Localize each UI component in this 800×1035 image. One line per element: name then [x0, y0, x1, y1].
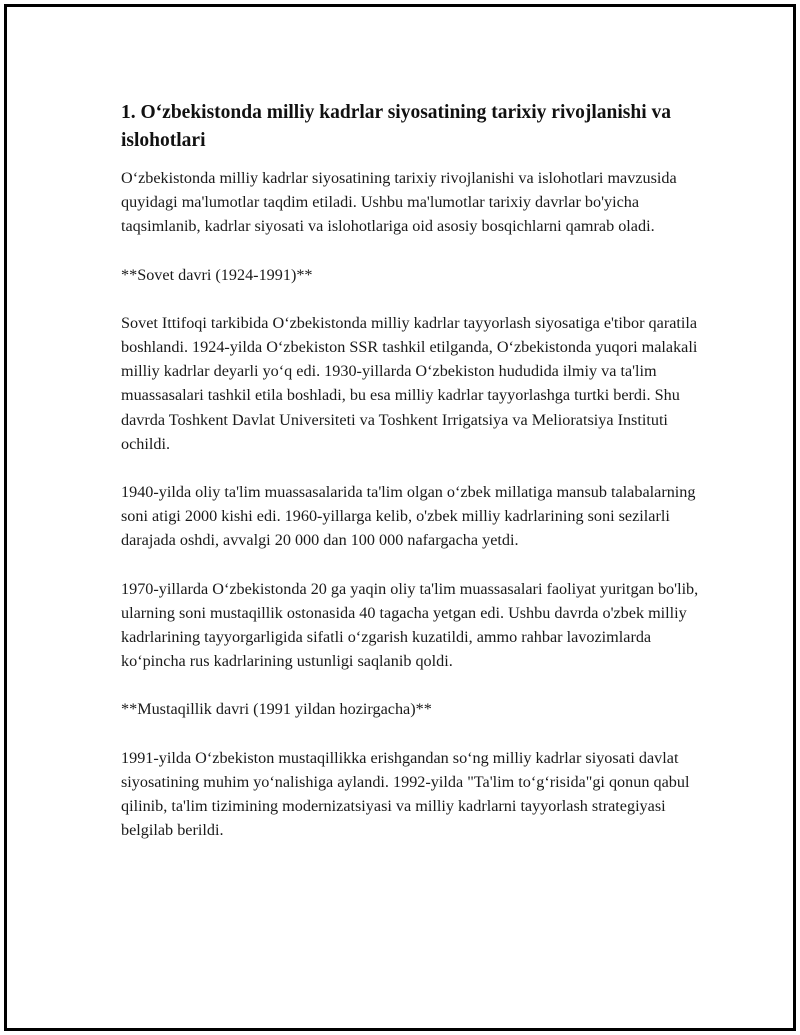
paragraph-intro: Oʻzbekistonda milliy kadrlar siyosatining tarixiy rivojlanishi va islohotlari mavzusida quyidagi ma'lumotlar taqdim etiladi. Ushbu ma'lumotlar tarixiy davrlar bo'yicha taqsimlanib, kadrlar siyosati va islohotlariga oid asosiy bosqichlarni qamrab oladi.	[121, 169, 677, 236]
section-heading-independence: **Mustaqillik davri (1991 yildan hozirgacha)**	[121, 700, 432, 719]
paragraph-soviet-1: Sovet Ittifoqi tarkibida Oʻzbekistonda milliy kadrlar tayyorlash siyosatiga e'tibor qaratila boshlandi. 1924-yilda Oʻzbekiston SSR tashkil etilganda, Oʻzbekistonda yuqori malakali milliy kadrlar deyarli yoʻq edi. 1930-yillarda Oʻzbekiston hududida ilmiy va ta'lim muassasalari tashkil etila boshladi, bu esa milliy kadrlar tayyorlashga turtki berdi. Shu davrda Toshkent Davlat Universiteti va Toshkent Irrigatsiya va Melioratsiya Instituti ochildi.	[121, 313, 698, 453]
document-title: 1. Oʻzbekistonda milliy kadrlar siyosatining tarixiy rivojlanishi va islohotlari	[121, 102, 672, 151]
paragraph-independence-1: 1991-yilda Oʻzbekiston mustaqillikka erishgandan soʻng milliy kadrlar siyosati davlat siyosatining muhim yoʻnalishiga aylandi. 1992-yilda "Ta'lim toʻgʻrisida"gi qonun qabul qilinib, ta'lim tizimining modernizatsiyasi va milliy kadrlarni tayyorlash strategiyasi belgilab berildi.	[121, 748, 690, 840]
paragraph-soviet-2: 1940-yilda oliy ta'lim muassasalarida ta'lim olgan oʻzbek millatiga mansub talabalarning soni atigi 2000 kishi edi. 1960-yillarga kelib, o'zbek milliy kadrlarining soni sezilarli darajada oshdi, avvalgi 20 000 dan 100 000 nafargacha yetdi.	[121, 483, 696, 550]
paragraph-soviet-3: 1970-yillarda Oʻzbekistonda 20 ga yaqin oliy ta'lim muassasalari faoliyat yuritgan bo'lib, ularning soni mustaqillik ostonasida 40 tagacha yetgan edi. Ushbu davrda o'zbek milliy kadrlarining tayyorgarligida sifatli oʻzgarish kuzatildi, ammo rahbar lavozimlarda koʻpincha rus kadrlarining ustunligi saqlanib qoldi.	[121, 579, 699, 671]
document-body	[121, 99, 701, 866]
page-frame	[4, 4, 796, 1031]
section-heading-soviet: **Sovet davri (1924-1991)**	[121, 265, 313, 284]
